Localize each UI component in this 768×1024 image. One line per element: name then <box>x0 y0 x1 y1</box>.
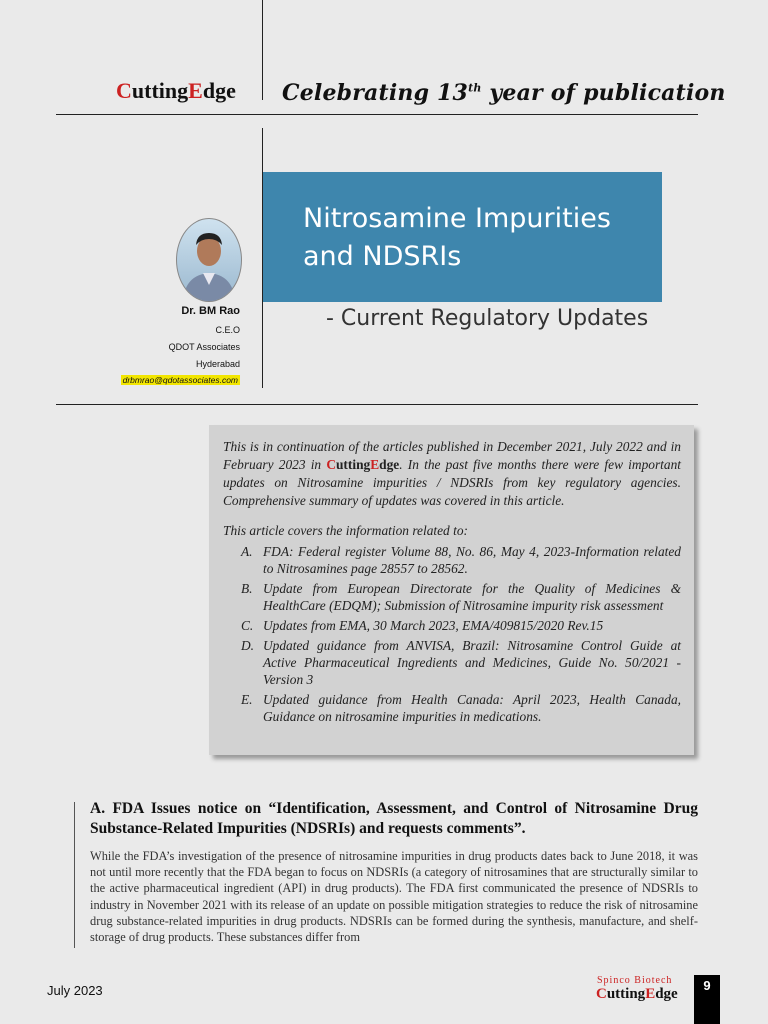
section-body: While the FDA’s investigation of the presence of nitrosamine impurities in drug products dates back to June 2018, it was not until more recently that the FDA began to focus on NDSRIs (a category of nitrosamines that are structurally similar to the active pharmaceutical ingredient (API) in drug products). The FDA first communicated the presence of NDSRIs to industry in November 2021 with its release of an update on possible mitigation strategies to reduce the risk of nitrosamine drug substance-related impurities in drug products. NDSRIs can be formed during the synthesis, manufacture, and shelf-storage of drug products. These substances differ from <box>90 849 698 945</box>
covers-label: This article covers the information related to: <box>223 523 468 538</box>
header-divider <box>56 114 698 115</box>
page-number: 9 <box>703 978 711 993</box>
footer-cuttingedge-logo: CuttingEdge <box>596 986 678 1002</box>
tagline: Celebrating 13th year of publication <box>282 80 726 106</box>
section-rule <box>74 802 75 948</box>
title-box <box>263 172 662 302</box>
title-divider <box>56 404 698 405</box>
author-photo <box>176 218 242 302</box>
author-organization: QDOT Associates <box>168 342 240 352</box>
summary-intro: This is in continuation of the articles published in December 2021, July 2022 and in February 2023 in CuttingEdge. In the past five months there were few important updates on Nitrosamine impurities / NDSRIs from key regulatory agencies. Comprehensive summary of updates was covered in this article. <box>223 439 681 508</box>
summary-box <box>209 425 694 755</box>
list-item: B. Update from European Directorate for the Quality of Medicines & HealthCare (EDQM); Submission of Nitrosamine impurity risk assessment <box>241 581 681 613</box>
inline-cuttingedge-logo: CuttingEdge <box>326 457 400 472</box>
author-portrait-icon <box>177 219 241 301</box>
author-city: Hyderabad <box>195 359 240 369</box>
author-name: Dr. BM Rao <box>181 305 240 317</box>
footer-company: Spinco Biotech <box>597 975 673 986</box>
section-heading: A. FDA Issues notice on “Identification, Assessment, and Control of Nitrosamine Drug Substance-Related Impurities (NDSRIs) and requests comments”. <box>90 800 698 837</box>
list-item: A. FDA: Federal register Volume 88, No. 86, May 4, 2023-Information related to Nitrosamines page 28557 to 28562. <box>241 544 681 576</box>
summary-list <box>223 543 681 728</box>
author-title: C.E.O <box>215 325 240 335</box>
article-subtitle: - Current Regulatory Updates <box>326 306 649 331</box>
list-item: C. Updates from EMA, 30 March 2023, EMA/409815/2020 Rev.15 <box>241 618 604 633</box>
list-item: E. Updated guidance from Health Canada: April 2023, Health Canada, Guidance on nitrosamine impurities in medications. <box>241 692 681 724</box>
list-item: D. Updated guidance from ANVISA, Brazil: Nitrosamine Control Guide at Active Pharmaceutical Ingredients and Medicines, Guide No. 50/2021 - Version 3 <box>241 638 681 687</box>
footer-date: July 2023 <box>47 983 103 998</box>
author-email[interactable]: drbmrao@qdotassociates.com <box>122 375 238 385</box>
cuttingedge-logo: CuttingEdge <box>116 78 236 103</box>
header-vertical-rule <box>262 0 263 100</box>
article-title: Nitrosamine Impurities and NDSRIs <box>303 203 611 272</box>
